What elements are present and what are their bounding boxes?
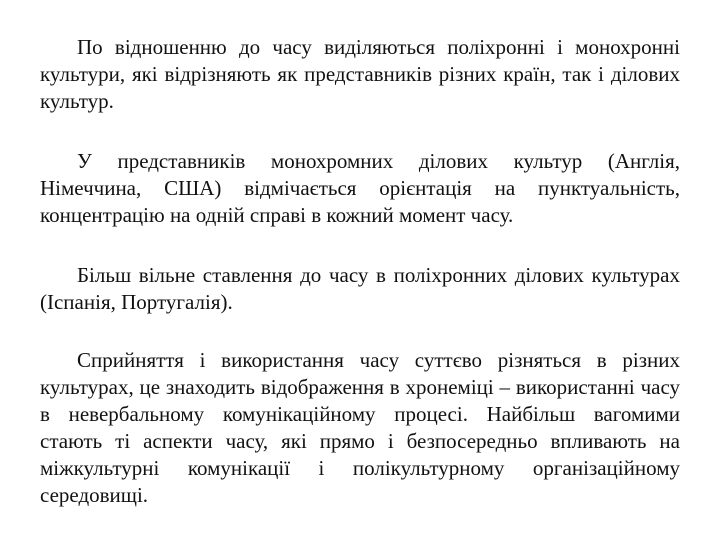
paragraph-polychronic-cultures: Більш вільне ставлення до часу в поліхронних ділових культурах (Іспанія, Португалія). <box>40 263 680 314</box>
paragraph-chronemics: Сприйняття і використання часу суттєво різняться в різних культурах, це знаходить відображення в хронеміці – використанні часу в невербальному комунікаційному процесі. Найбільш вагомими стають ті аспекти часу, які прямо і безпосередньо впливають на міжкультурні комунікації і полікультурному організаційному середовищі. <box>40 348 680 507</box>
paragraph-polychronic-monochronic: По відношенню до часу виділяються поліхронні і монохронні культури, які відрізняють як представників різних країн, так і ділових культур. <box>40 35 680 113</box>
slide-body <box>40 34 680 524</box>
paragraph-monochronic-cultures: У представників монохромних ділових культур (Англія, Німеччина, США) відмічається орієнтація на пунктуальність, концентрацію на одній справі в кожний момент часу. <box>40 149 680 227</box>
